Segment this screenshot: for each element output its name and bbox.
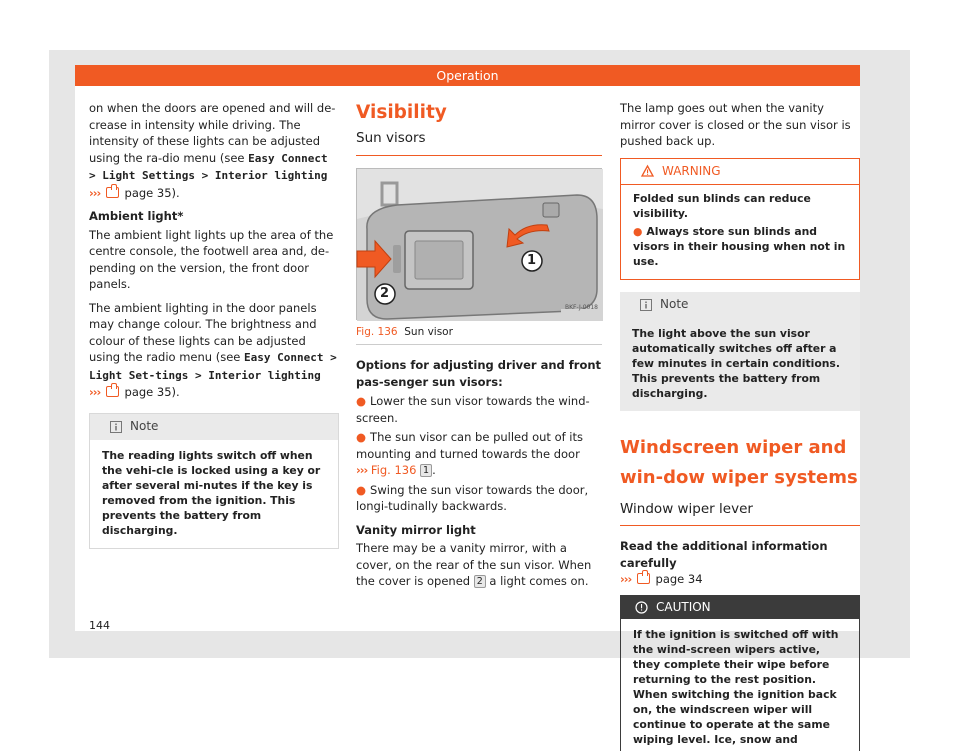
bullet-swing: ● Swing the sun visor towards the door, longi-tudinally backwards. [356,482,589,513]
book-icon [637,573,650,584]
figure-caption [356,324,602,346]
chapter-title: Operation [436,68,499,83]
paragraph-lamp: The lamp goes out when the vanity mirror cover is closed or the sun visor is pushed back up. [620,101,851,148]
note-body: The light above the sun visor automatically switches off after a few minutes in certain conditions. This prevents the battery from discharging. [620,318,860,411]
options-heading: Options for adjusting driver and front pas-senger sun visors: [356,358,602,389]
ref-arrows: ››› [620,572,632,586]
callout-ref-2: 2 [474,575,486,588]
warning-box [620,158,860,280]
paragraph-ambient: The ambient light lights up the area of the centre console, the footwell area and, de-pending on the version, the front door panels. [89,227,334,291]
note-title: Note [130,419,159,434]
text: a light comes on. [489,574,589,588]
caution-title: CAUTION [656,599,711,614]
menu-path: Easy Connect > Light Settings > Interior lighting [89,151,328,182]
page-reference[interactable]: page 34 [655,572,703,586]
bullet-text: The sun visor can be pulled out of its mounting and turned towards the door [356,430,584,461]
subsection-title: Window wiper lever [620,501,860,527]
page-reference[interactable]: page 35 [124,185,172,200]
note-header [620,292,860,318]
book-icon [106,386,119,397]
figure-sun-visor [356,168,602,320]
note-title: Note [660,297,689,312]
exclamation-circle-icon [635,601,648,614]
page-reference[interactable]: page 35 [124,385,172,399]
page-number: 144 [89,619,110,632]
figure-reference[interactable]: Fig. 136 [370,463,417,477]
chapter-header [75,65,860,86]
note-body: The reading lights switch off when the vehi-cle is locked using a key or after several mi-nutes if the key is removed from the ignition. This prevents the battery from discharging. [102,448,321,537]
section-title: Visibility [356,102,447,123]
warning-triangle-icon [641,165,654,177]
text: on when the doors are opened and will de-crease in intensity while driving. The intensity of these lights can be adjusted using the ra-dio menu (see [89,101,336,165]
warning-body: Folded sun blinds can reduce visibility. ● Always store sun blinds and visors in their housing when not in use. [633,191,846,268]
figure-code: BKF-J-0018 [565,304,598,311]
warning-title: WARNING [662,163,721,178]
paragraph-mirror [356,540,602,590]
callout-1: 1 [527,252,537,268]
text: There may be a vanity mirror, with a cover, on the rear of the sun visor. When the cover is opened [356,541,592,588]
bullet-text: Swing the sun visor towards the door, longi-tudinally backwards. [356,482,589,513]
ref-arrows: ››› [89,185,101,200]
column-left [89,100,339,549]
callout-2: 2 [380,285,390,301]
warning-text: Folded sun blinds can reduce visibility. [633,191,811,220]
ambient-heading: Ambient light* [89,209,184,223]
sun-visor-illustration [357,169,603,321]
read-info-ref [620,571,860,588]
callout-ref-1: 1 [420,464,432,477]
book-icon [106,187,119,198]
menu-path: Easy Connect > Light Set-tings > Interior lighting [89,351,337,382]
caution-box [620,595,860,751]
ref-arrows: ››› [89,385,101,399]
paragraph-ambient-colour: The ambient lighting in the door panels may change colour. The brightness and colour of these lights can be adjusted using the radio menu (see Easy Connect > Light Set-tings > Interior lighting ››› page 35). [89,300,337,399]
column-middle [356,100,602,597]
note-box [620,292,860,411]
read-info: Read the additional information carefully [620,539,828,570]
subsection-title: Sun visors [356,130,602,156]
note-header [90,414,338,440]
warning-bullet: Always store sun blinds and visors in their housing when not in use. [633,224,846,268]
ref-arrows: ››› [356,463,368,477]
bullet-pull: ● The sun visor can be pulled out of its mounting and turned towards the door ››› Fig. 136 1 . [356,430,584,477]
text: The ambient lighting in the door panels may change colour. The brightness and colour of these lights can be adjusted using the radio menu (see [89,300,317,364]
mirror-heading: Vanity mirror light [356,522,476,537]
info-square-icon [640,299,652,311]
figure-caption-text: Sun visor [404,325,453,338]
figure-label: Fig. 136 [356,325,398,338]
section-title: Windscreen wiper and win-dow wiper systems [620,436,858,488]
bullet-lower: ● Lower the sun visor towards the wind-screen. [356,394,590,425]
warning-header [621,159,859,185]
column-right [620,100,860,751]
caution-header [621,596,859,619]
paragraph-interior-lights: on when the doors are opened and will de-crease in intensity while driving. The intensity of these lights can be adjusted using the ra-dio menu (see Easy Connect > Light Settings > Interior lighting ››› page 35). [89,101,336,200]
caution-body: If the ignition is switched off with the wind-screen wipers active, they complete their wipe before returning to the rest position. When switching the ignition back on, the windscreen wiper will continue to operate at the same wiping level. Ice, snow and [633,627,839,746]
note-box [89,413,339,549]
info-square-icon [110,421,122,433]
bullet-text: Lower the sun visor towards the wind-screen. [356,394,590,425]
